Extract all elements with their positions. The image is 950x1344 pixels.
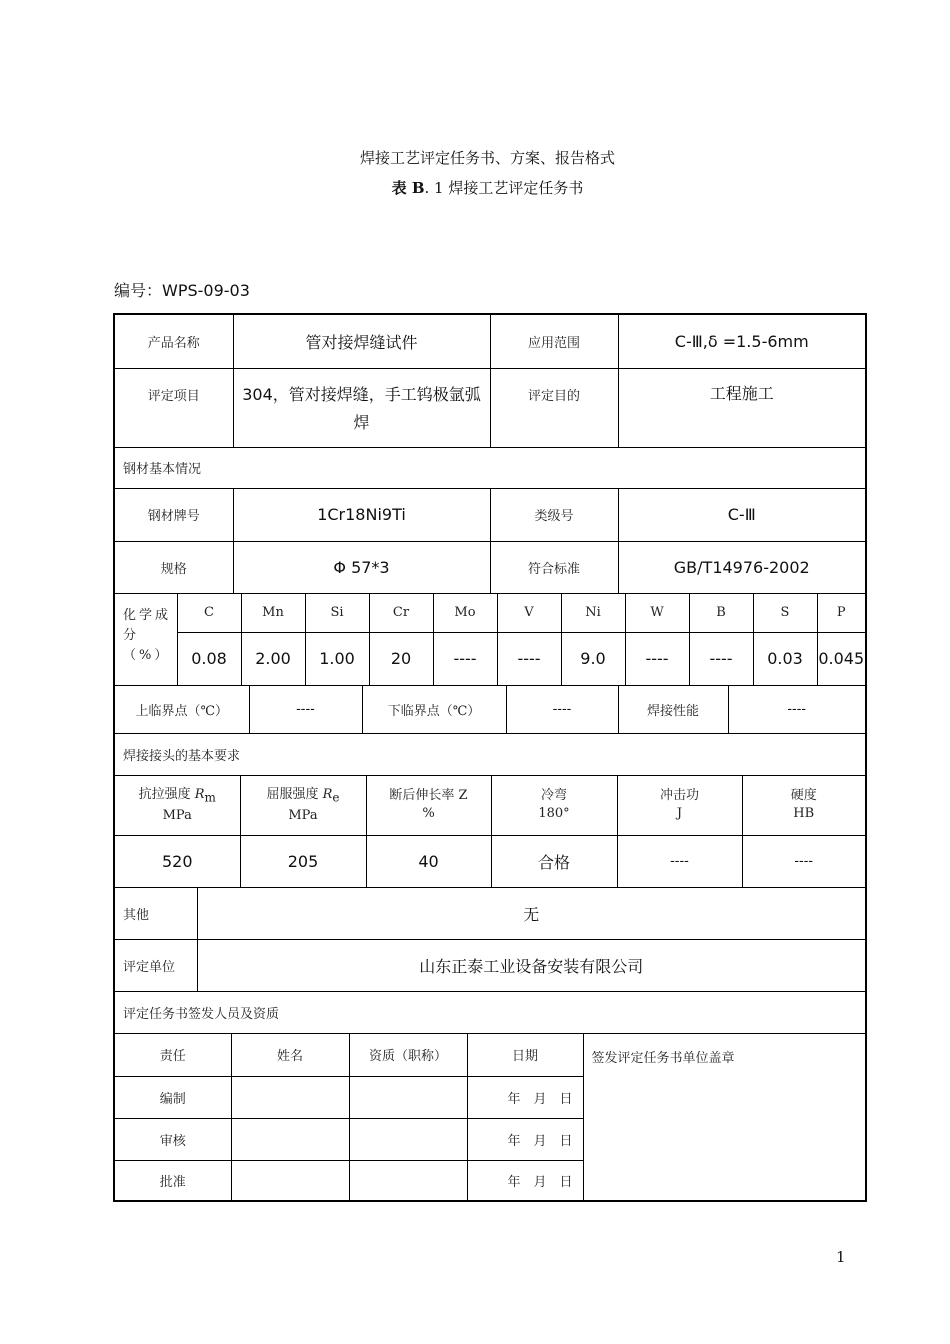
purpose-label: 评定目的 bbox=[490, 368, 618, 447]
signoff-section-header bbox=[113, 992, 867, 1034]
signoff-table bbox=[113, 1034, 867, 1202]
spec-label: 规格 bbox=[115, 541, 233, 593]
steel-section-header bbox=[113, 447, 867, 489]
header-role: 责任 bbox=[115, 1034, 231, 1076]
impact-unit: J bbox=[676, 806, 683, 822]
elongation-unit: % bbox=[422, 806, 435, 822]
header-name: 姓名 bbox=[231, 1034, 349, 1076]
unit-label: 评定单位 bbox=[115, 940, 197, 992]
value-mn: 2.00 bbox=[241, 632, 305, 685]
standard-label: 符合标准 bbox=[490, 541, 618, 593]
doc-number bbox=[114, 278, 250, 301]
qualification-compile bbox=[349, 1076, 467, 1118]
weldability-label: 焊接性能 bbox=[618, 686, 728, 733]
impact-energy-header bbox=[617, 776, 742, 835]
lower-critical-value: ---- bbox=[506, 686, 618, 733]
impact-value: ---- bbox=[617, 835, 742, 887]
standard-value: GB/T14976-2002 bbox=[618, 541, 865, 593]
tensile-unit: MPa bbox=[162, 807, 192, 823]
upper-critical-value: ---- bbox=[249, 686, 362, 733]
header-date: 日期 bbox=[467, 1034, 583, 1076]
element-v: V bbox=[497, 594, 561, 632]
elongation-label: 断后伸长率 Z bbox=[389, 788, 468, 804]
yield-symbol: R bbox=[322, 786, 333, 802]
yield-label: 屈服强度 bbox=[266, 786, 319, 802]
cold-bend-label: 冷弯 bbox=[540, 788, 567, 804]
doc-number-label: 编号： bbox=[114, 281, 163, 300]
value-b: ---- bbox=[689, 632, 753, 685]
cold-bend-header bbox=[491, 776, 617, 835]
stamp-area: 签发评定任务书单位盖章 bbox=[583, 1034, 865, 1200]
hardness-header bbox=[742, 776, 865, 835]
item-label: 评定项目 bbox=[115, 368, 233, 447]
other-info-table bbox=[113, 888, 867, 992]
role-approve: 批准 bbox=[115, 1160, 231, 1200]
elongation-header bbox=[366, 776, 491, 835]
document-title: 焊接工艺评定任务书、方案、报告格式 bbox=[359, 149, 615, 167]
item-value: 304，管对接焊缝，手工钨极氩弧焊 bbox=[233, 368, 490, 447]
table-title-bold: 表 B bbox=[391, 179, 425, 197]
element-p: P bbox=[817, 594, 865, 632]
spec-value: Φ 57*3 bbox=[233, 541, 490, 593]
doc-number-value: WPS-09-03 bbox=[162, 281, 250, 300]
scope-label: 应用范围 bbox=[490, 315, 618, 368]
scope-value: C-Ⅲ,δ =1.5-6mm bbox=[618, 315, 865, 368]
product-name-label: 产品名称 bbox=[115, 315, 233, 368]
class-label: 类级号 bbox=[490, 489, 618, 541]
joint-requirements-table bbox=[113, 776, 867, 888]
tensile-subscript: m bbox=[204, 790, 216, 805]
tensile-symbol: R bbox=[194, 786, 205, 802]
date-compile: 年 月 日 bbox=[467, 1076, 583, 1118]
composition-label: 化学成分（%） bbox=[115, 594, 177, 685]
page-number: 1 bbox=[836, 1248, 846, 1266]
joint-section-header bbox=[113, 734, 867, 776]
value-v: ---- bbox=[497, 632, 561, 685]
value-mo: ---- bbox=[433, 632, 497, 685]
element-si: Si bbox=[305, 594, 369, 632]
value-w: ---- bbox=[625, 632, 689, 685]
signoff-section-title: 评定任务书签发人员及资质 bbox=[123, 1007, 280, 1022]
composition-table bbox=[113, 594, 867, 686]
role-review: 审核 bbox=[115, 1118, 231, 1160]
date-review: 年 月 日 bbox=[467, 1118, 583, 1160]
element-mo: Mo bbox=[433, 594, 497, 632]
product-name-value: 管对接焊缝试件 bbox=[233, 315, 490, 368]
tensile-label: 抗拉强度 bbox=[138, 786, 191, 802]
other-value: 无 bbox=[197, 888, 865, 940]
joint-section-title: 焊接接头的基本要求 bbox=[123, 749, 241, 764]
cold-bend-value: 合格 bbox=[491, 835, 617, 887]
element-ni: Ni bbox=[561, 594, 625, 632]
element-mn: Mn bbox=[241, 594, 305, 632]
class-value: C-Ⅲ bbox=[618, 489, 865, 541]
yield-unit: MPa bbox=[288, 807, 318, 823]
steel-section-title: 钢材基本情况 bbox=[123, 462, 202, 477]
value-s: 0.03 bbox=[753, 632, 817, 685]
name-approve bbox=[231, 1160, 349, 1200]
unit-value: 山东正泰工业设备安装有限公司 bbox=[197, 940, 865, 992]
date-approve: 年 月 日 bbox=[467, 1160, 583, 1200]
steel-info-table bbox=[113, 489, 867, 594]
value-cr: 20 bbox=[369, 632, 433, 685]
element-c: C bbox=[177, 594, 241, 632]
name-review bbox=[231, 1118, 349, 1160]
elongation-value: 40 bbox=[366, 835, 491, 887]
name-compile bbox=[231, 1076, 349, 1118]
steel-grade-label: 钢材牌号 bbox=[115, 489, 233, 541]
cold-bend-unit: 180° bbox=[538, 806, 570, 822]
value-ni: 9.0 bbox=[561, 632, 625, 685]
product-info-table bbox=[113, 313, 867, 448]
header-qualification: 资质（职称） bbox=[349, 1034, 467, 1076]
lower-critical-label: 下临界点（℃） bbox=[362, 686, 506, 733]
purpose-value: 工程施工 bbox=[618, 368, 865, 447]
hardness-unit: HB bbox=[793, 806, 815, 822]
critical-point-table bbox=[113, 686, 867, 734]
table-title-rest: . 1 焊接工艺评定任务书 bbox=[424, 179, 584, 197]
value-p: 0.045 bbox=[817, 632, 865, 685]
role-compile: 编制 bbox=[115, 1076, 231, 1118]
value-c: 0.08 bbox=[177, 632, 241, 685]
yield-value: 205 bbox=[240, 835, 366, 887]
tensile-value: 520 bbox=[115, 835, 240, 887]
weldability-value: ---- bbox=[728, 686, 865, 733]
impact-label: 冲击功 bbox=[659, 788, 699, 804]
qualification-review bbox=[349, 1118, 467, 1160]
element-b: B bbox=[689, 594, 753, 632]
other-label: 其他 bbox=[115, 888, 197, 940]
upper-critical-label: 上临界点（℃） bbox=[115, 686, 249, 733]
tensile-strength-header bbox=[115, 776, 240, 835]
table-title bbox=[0, 177, 950, 198]
element-w: W bbox=[625, 594, 689, 632]
steel-grade-value: 1Cr18Ni9Ti bbox=[233, 489, 490, 541]
value-si: 1.00 bbox=[305, 632, 369, 685]
hardness-value: ---- bbox=[742, 835, 865, 887]
element-cr: Cr bbox=[369, 594, 433, 632]
yield-subscript: e bbox=[332, 790, 340, 805]
element-s: S bbox=[753, 594, 817, 632]
yield-strength-header bbox=[240, 776, 366, 835]
hardness-label: 硬度 bbox=[790, 788, 817, 804]
qualification-approve bbox=[349, 1160, 467, 1200]
